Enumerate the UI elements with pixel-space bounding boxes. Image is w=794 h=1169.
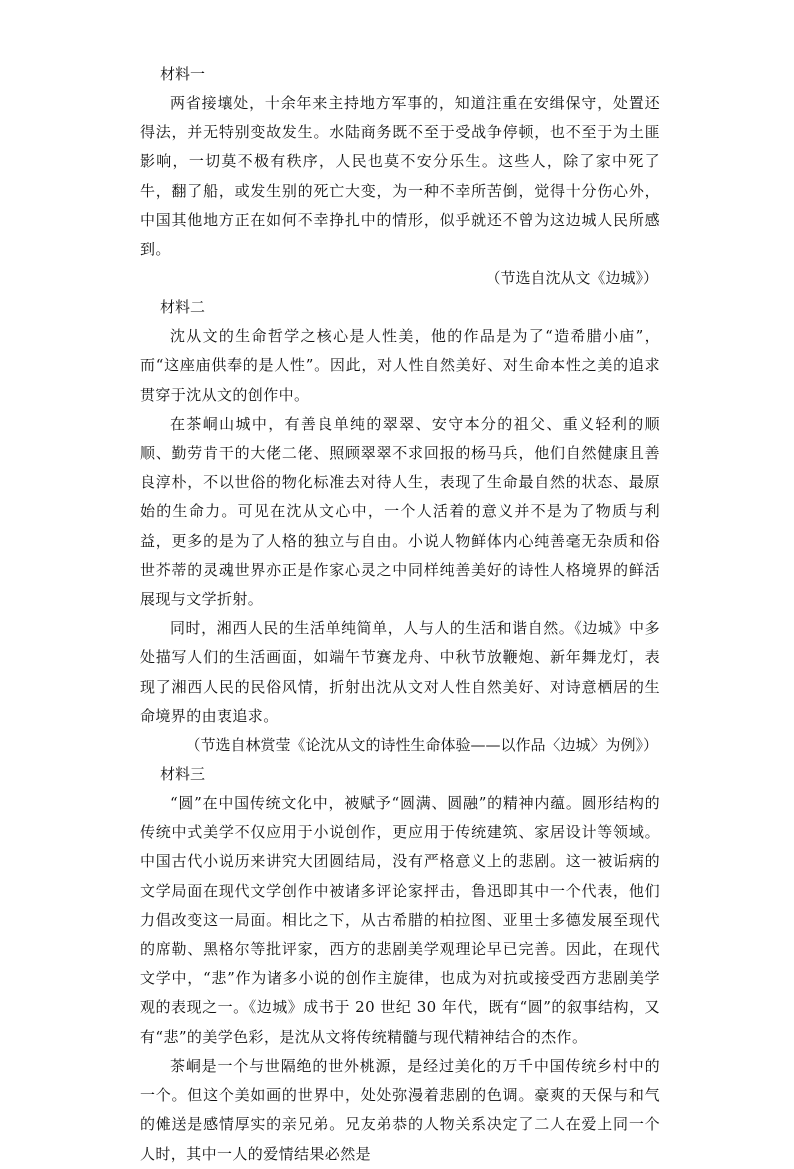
document-page <box>140 60 660 1169</box>
material-three-heading: 材料三 <box>160 765 206 784</box>
material-two <box>140 293 660 760</box>
material-two-paragraph-3: 同时，湘西人民的生活单纯简单，人与人的生活和谐自然。《边城》中多处描写人们的生活画面，如端午节赛龙舟、中秋节放鞭炮、新年舞龙灯，表现了湘西人民的民俗风情，折射出沈从文对人性自然美好、对诗意栖居的生命境界的由衷追求。 <box>140 619 660 725</box>
material-two-paragraph-2: 在茶峒山城中，有善良单纯的翠翠、安守本分的祖父、重义轻利的顺顺、勤劳肯干的大佬二佬、照顾翠翠不求回报的杨马兵，他们自然健康且善良淳朴，不以世俗的物化标准去对待人生，表现了生命最自然的状态、最原始的生命力。可见在沈从文心中，一个人活着的意义并不是为了物质与利益，更多的是为了人格的独立与自由。小说人物鲜体内心纯善毫无杂质和俗世芥蒂的灵魂世界亦正是作家心灵之中同样纯善美好的诗性人格境界的鲜活展现与文学折射。 <box>140 414 660 609</box>
material-three-paragraph-2: 茶峒是一个与世隔绝的世外桃源，是经过美化的万千中国传统乡村中的一个。但这个美如画的世界中，处处弥漫着悲剧的色调。豪爽的天保与和气的傩送是感情厚实的亲兄弟。兄友弟恭的人物关系决定了二人在爱上同一个人时，其中一人的爱情结果必然是 <box>140 1056 660 1163</box>
material-two-heading: 材料二 <box>160 298 206 317</box>
material-two-source: （节选自林赏莹《论沈从文的诗性生命体验——以作品〈边城〉为例》） <box>185 736 658 755</box>
material-one-source: （节选自沈从文《边城》） <box>485 269 658 288</box>
material-two-paragraph-1: 沈从文的生命哲学之核心是人性美，他的作品是为了“造希腊小庙”，而“这座庙供奉的是人性”。因此，对人性自然美好、对生命本性之美的追求贯穿于沈从文的创作中。 <box>140 327 660 404</box>
material-one-paragraph: 两省接壤处，十余年来主持地方军事的，知道注重在安缉保守，处置还得法，并无特别变故发生。水陆商务既不至于受战争停顿，也不至于为土匪影响，一切莫不极有秩序，人民也莫不安分乐生。这些人，除了家中死了牛，翻了船，或发生别的死亡大变，为一种不幸所苦倒，觉得十分伤心外，中国其他地方正在如何不幸挣扎中的情形，似乎就还不曾为这边城人民所感到。 <box>140 94 660 259</box>
material-three <box>140 760 660 1169</box>
material-one-heading: 材料一 <box>160 65 206 83</box>
material-one <box>140 60 660 293</box>
material-three-paragraph-1: “圆”在中国传统文化中，被赋予“圆满、圆融”的精神内蕴。圆形结构的传统中式美学不仅应用于小说创作，更应用于传统建筑、家居设计等领域。中国古代小说历来讲究大团圆结局，没有严格意义上的悲剧。这一被诟病的文学局面在现代文学创作中被诸多评论家抨击，鲁迅即其中一个代表，他们力倡改变这一局面。相比之下，从古希腊的柏拉图、亚里士多德发展至现代的席勒、黑格尔等批评家，西方的悲剧美学观理论早已完善。因此，在现代文学中，“悲”作为诸多小说的创作主旋律，也成为对抗或接受西方悲剧美学观的表现之一。《边城》成书于 20 世纪 30 年代，既有“圆”的叙事结构，又有“悲”的美学色彩，是沈从文将传统精髓与现代精神结合的杰作。 <box>140 794 660 1046</box>
